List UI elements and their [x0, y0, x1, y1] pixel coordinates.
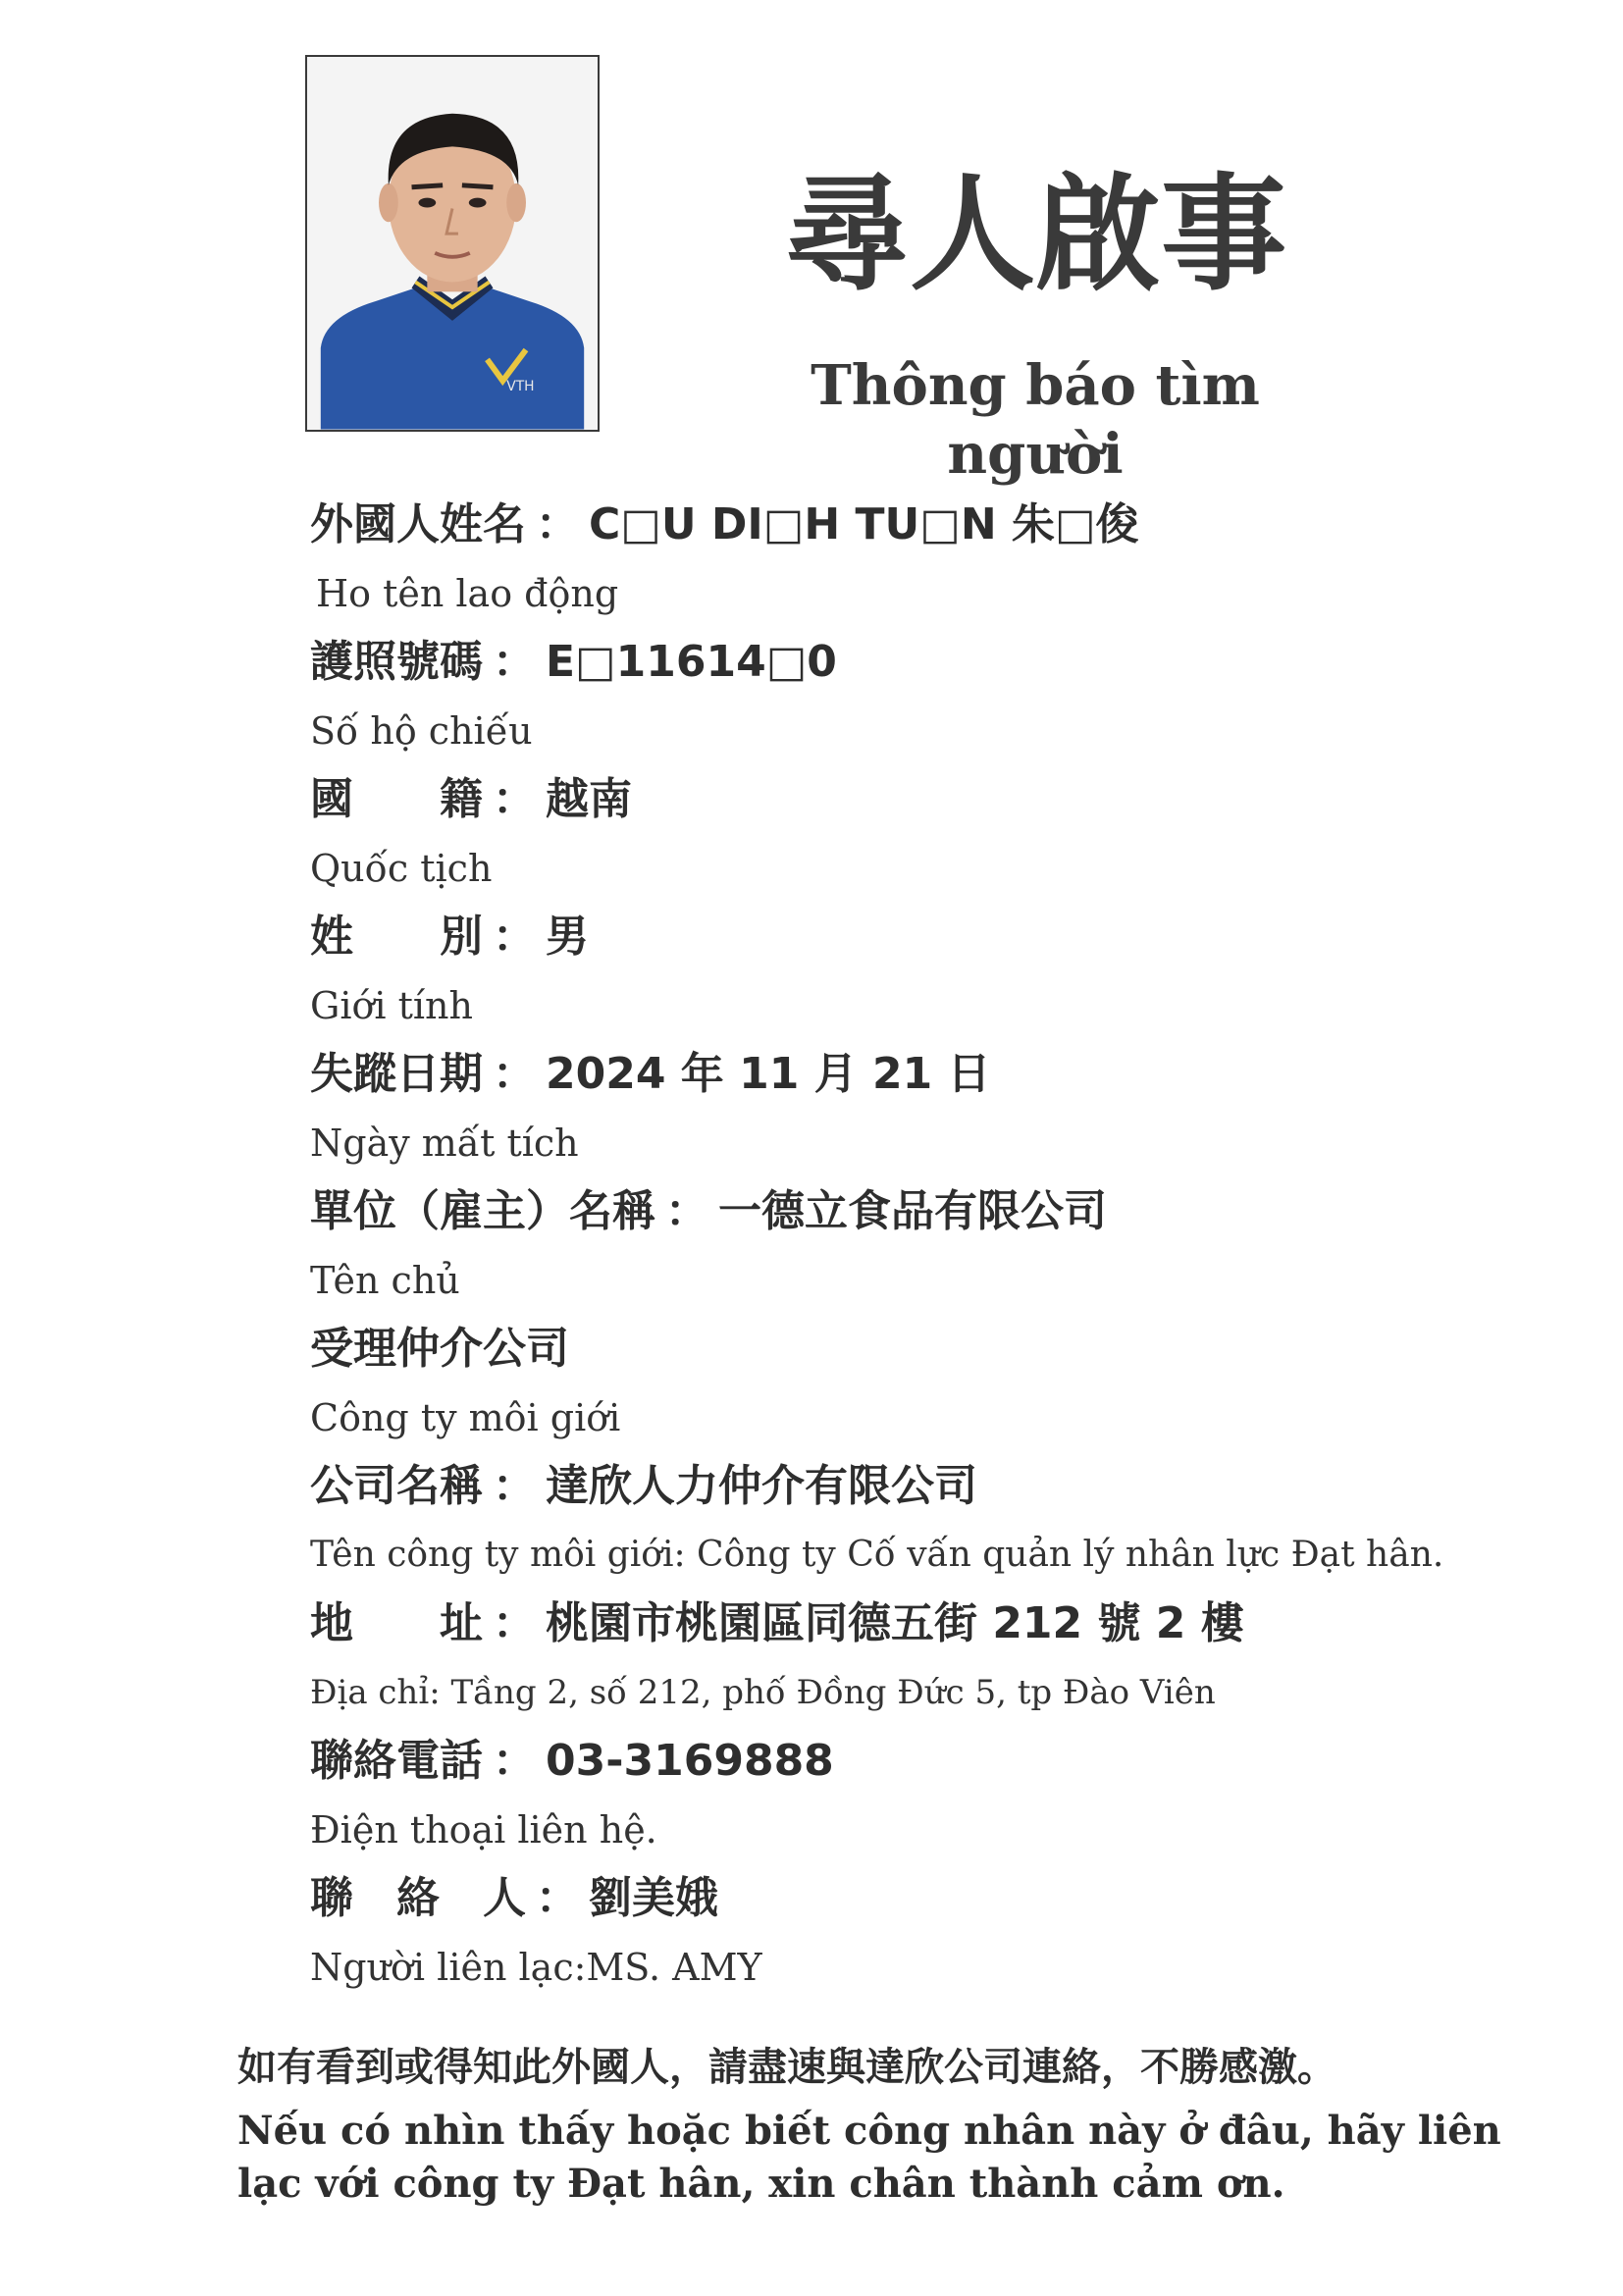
field-address-row — [310, 1590, 1576, 1658]
field-separator: ： — [493, 1049, 536, 1099]
footer-vietnamese: Nếu có nhìn thấy hoặc biết công nhân này ở đâu, hãy liên lạc với công ty Đạt hân, xin chân thành cảm ơn. — [237, 2108, 1501, 2207]
field-label-zh: 聯 絡 人 — [310, 1873, 526, 1923]
title-chinese: 尋人啟事 — [783, 162, 1286, 308]
field-separator: ： — [493, 1461, 536, 1511]
field-label-zh: 單位（雇主）名稱 — [310, 1186, 655, 1236]
field-separator: ： — [536, 1873, 579, 1923]
title-vietnamese: Thông báo tìm người — [811, 353, 1260, 487]
person-photo — [305, 55, 600, 432]
field-employer-row — [310, 1177, 1576, 1246]
field-nationality-row — [310, 765, 1576, 834]
field-separator: ： — [493, 912, 536, 962]
field-agency-heading-row — [310, 1315, 1576, 1383]
field-gender-row — [310, 903, 1576, 971]
footer-chinese: 如有看到或得知此外國人，請盡速與達欣公司連絡，不勝感激。 — [237, 2045, 1336, 2090]
field-label-vi: Giới tính — [310, 984, 473, 1027]
field-label-vi: Quốc tịch — [310, 847, 493, 890]
footer-notice — [237, 2036, 1572, 2211]
field-label-vi: Tên công ty môi giới: Công ty Cố vấn quản lý nhân lực Đạt hân. — [310, 1535, 1444, 1575]
shirt-logo-text: VTH — [506, 378, 535, 394]
field-value: 2024 年 11 月 21 日 — [546, 1049, 991, 1099]
field-separator: ： — [536, 499, 579, 549]
field-label-vi: Điện thoại liên hệ. — [310, 1808, 657, 1852]
field-label-vi: Ngày mất tích — [310, 1122, 579, 1165]
field-value: 03-3169888 — [546, 1736, 834, 1786]
field-label-zh: 聯絡電話 — [310, 1736, 483, 1786]
field-label-zh: 姓 別 — [310, 912, 483, 962]
field-name-row — [310, 491, 1576, 559]
field-separator: ： — [493, 1598, 536, 1648]
field-label-zh: 地 址 — [310, 1598, 483, 1648]
field-value: 桃園市桃園區同德五街 212 號 2 樓 — [546, 1598, 1244, 1648]
field-separator: ： — [493, 774, 536, 824]
field-separator: ： — [665, 1186, 708, 1236]
field-label-zh: 失蹤日期 — [310, 1049, 483, 1099]
field-label-vi: Số hộ chiếu — [310, 709, 533, 753]
field-phone-row — [310, 1727, 1576, 1796]
field-label-vi: Người liên lạc:MS. AMY — [310, 1946, 762, 1989]
field-label-zh: 外國人姓名 — [310, 499, 526, 549]
field-label-vi: Địa chỉ: Tầng 2, số 212, phố Đồng Đức 5, tp Đào Viên — [310, 1673, 1216, 1712]
field-value: E□11614□0 — [546, 637, 837, 687]
field-label-zh: 受理仲介公司 — [310, 1324, 569, 1374]
field-separator: ： — [493, 637, 536, 687]
field-label-vi: Công ty môi giới — [310, 1396, 621, 1439]
person-photo-illustration — [307, 57, 598, 430]
field-value: 劉美娥 — [589, 1873, 718, 1923]
field-company-name-row — [310, 1452, 1576, 1521]
field-passport-row — [310, 628, 1576, 697]
field-contact-row — [310, 1864, 1576, 1933]
field-separator: ： — [493, 1736, 536, 1786]
field-label-vi: Tên chủ — [310, 1259, 460, 1302]
field-value: 一德立食品有限公司 — [718, 1186, 1107, 1236]
field-value: 達欣人力仲介有限公司 — [546, 1461, 977, 1511]
field-missing-date-row — [310, 1040, 1576, 1109]
field-label-zh: 護照號碼 — [310, 637, 483, 687]
field-label-zh: 公司名稱 — [310, 1461, 483, 1511]
field-value: 男 — [546, 912, 589, 962]
field-value: 越南 — [546, 774, 632, 824]
field-label-zh: 國 籍 — [310, 774, 483, 824]
field-value: C□U DI□H TU□N 朱□俊 — [589, 499, 1139, 549]
info-fields — [310, 491, 1576, 2002]
field-label-vi: Ho tên lao động — [316, 572, 619, 615]
